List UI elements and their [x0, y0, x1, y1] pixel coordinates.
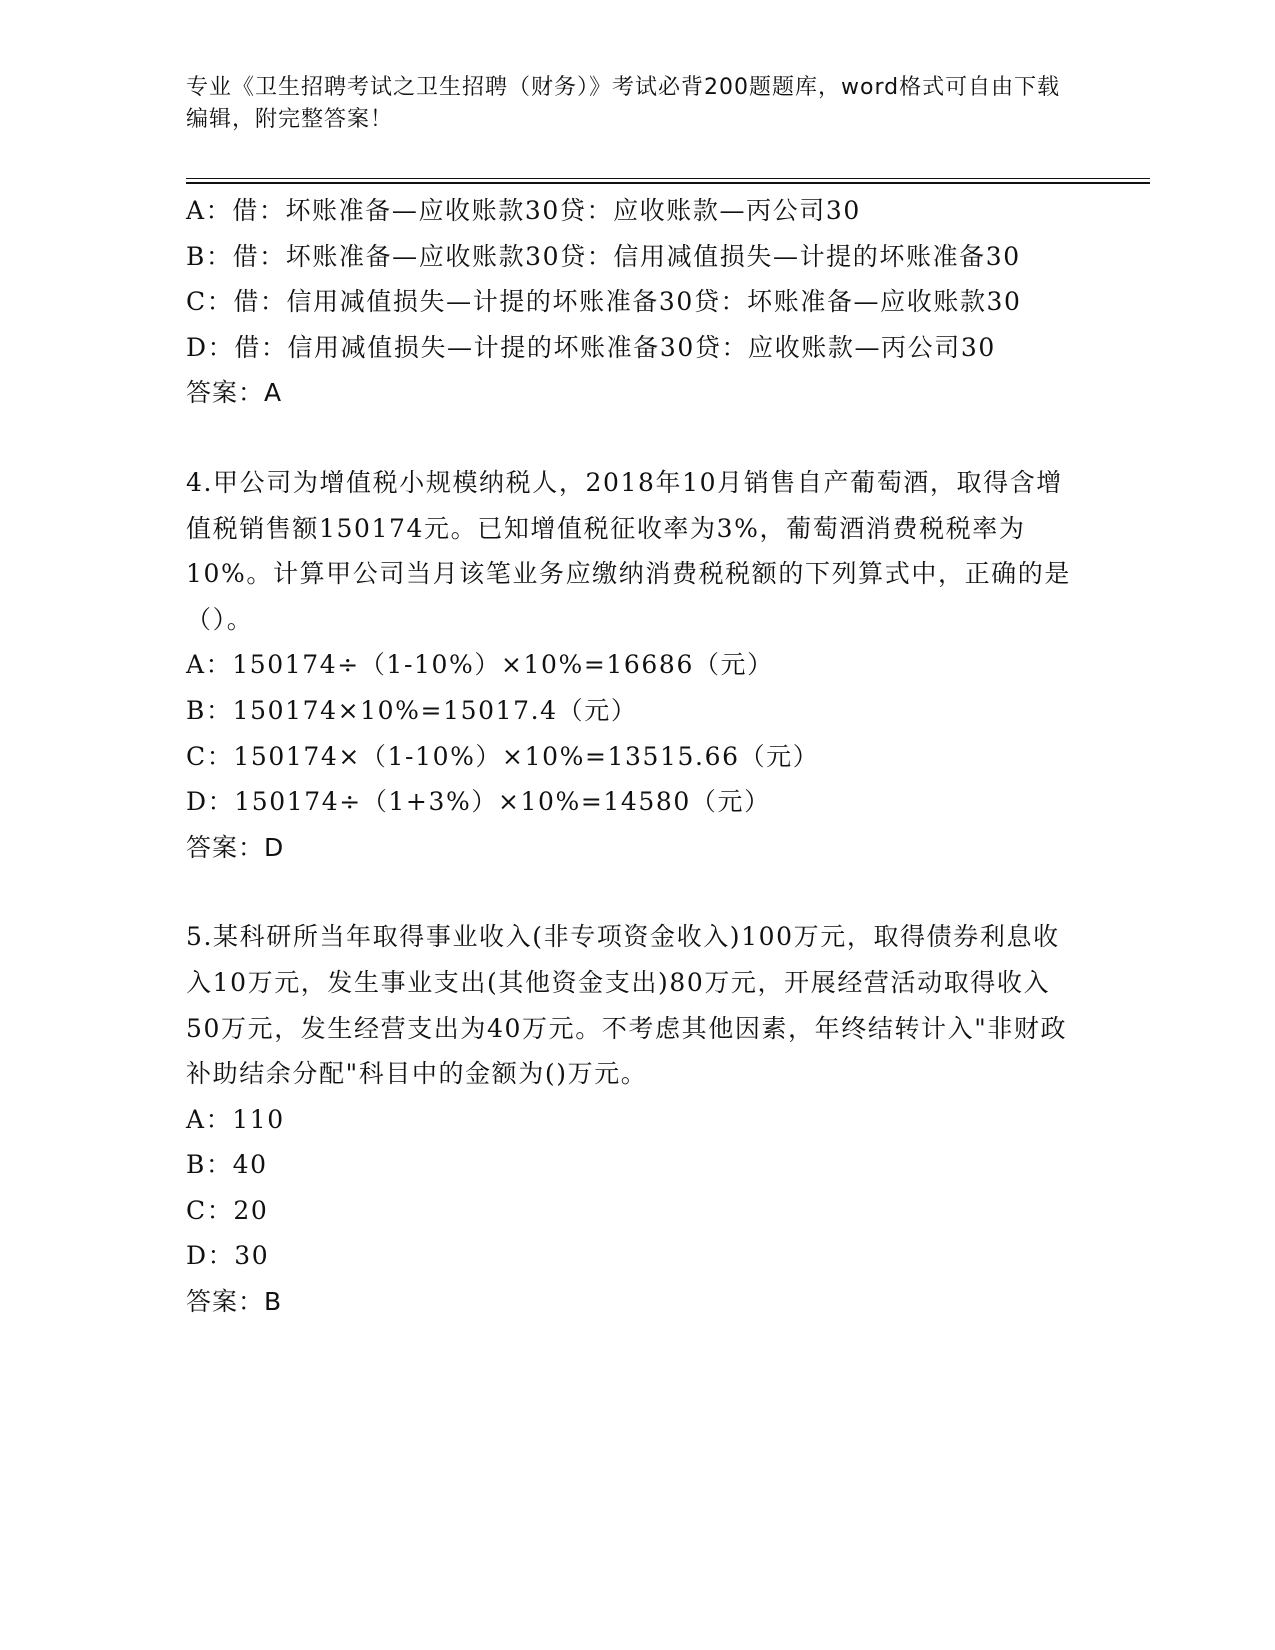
spacer [186, 416, 1076, 460]
header-rule-thick [186, 182, 1150, 184]
answer: 答案：A [186, 378, 283, 408]
spacer [186, 870, 1076, 914]
question-4-block [186, 460, 1076, 870]
answer: 答案：D [186, 832, 285, 862]
option-b: B：借：坏账准备—应收账款30贷：信用减值损失—计提的坏账准备30 [186, 241, 1021, 271]
document-body [186, 188, 1076, 1325]
question-stem: 4.甲公司为增值税小规模纳税人，2018年10月销售自产葡萄酒，取得含增值税销售额150174元。已知增值税征收率为3%，葡萄酒消费税税率为10%。计算甲公司当月该笔业务应缴纳消费税税额的下列算式中，正确的是（）。 [186, 467, 1071, 634]
option-d: D：150174÷（1+3%）×10%=14580（元） [186, 787, 771, 817]
answer: 答案：B [186, 1287, 283, 1317]
option-b: B：150174×10%=15017.4（元） [186, 695, 638, 725]
option-a: A：150174÷（1-10%）×10%=16686（元） [186, 650, 774, 680]
option-c: C：150174×（1-10%）×10%=13515.66（元） [186, 741, 820, 771]
question-stem: 5.某科研所当年取得事业收入(非专项资金收入)100万元，取得债券利息收入10万元，发生事业支出(其他资金支出)80万元，开展经营活动取得收入50万元，发生经营支出为40万元。不考虑其他因素，年终结转计入"非财政补助结余分配"科目中的金额为()万元。 [186, 922, 1068, 1089]
option-d: D：借：信用减值损失—计提的坏账准备30贷：应收账款—丙公司30 [186, 332, 996, 362]
document-header: 专业《卫生招聘考试之卫生招聘（财务）》考试必背200题题库，word格式可自由下载编辑，附完整答案！ [186, 75, 1061, 132]
question-3-block [186, 188, 1076, 416]
option-b: B：40 [186, 1150, 268, 1180]
header-rule-thin [186, 178, 1150, 179]
option-a: A：借：坏账准备—应收账款30贷：应收账款—丙公司30 [186, 196, 861, 225]
option-c: C：借：信用减值损失—计提的坏账准备30贷：坏账准备—应收账款30 [186, 287, 1022, 317]
question-5-block [186, 914, 1076, 1324]
option-c: C：20 [186, 1195, 269, 1225]
option-a: A：110 [186, 1104, 285, 1134]
option-d: D：30 [186, 1241, 270, 1271]
